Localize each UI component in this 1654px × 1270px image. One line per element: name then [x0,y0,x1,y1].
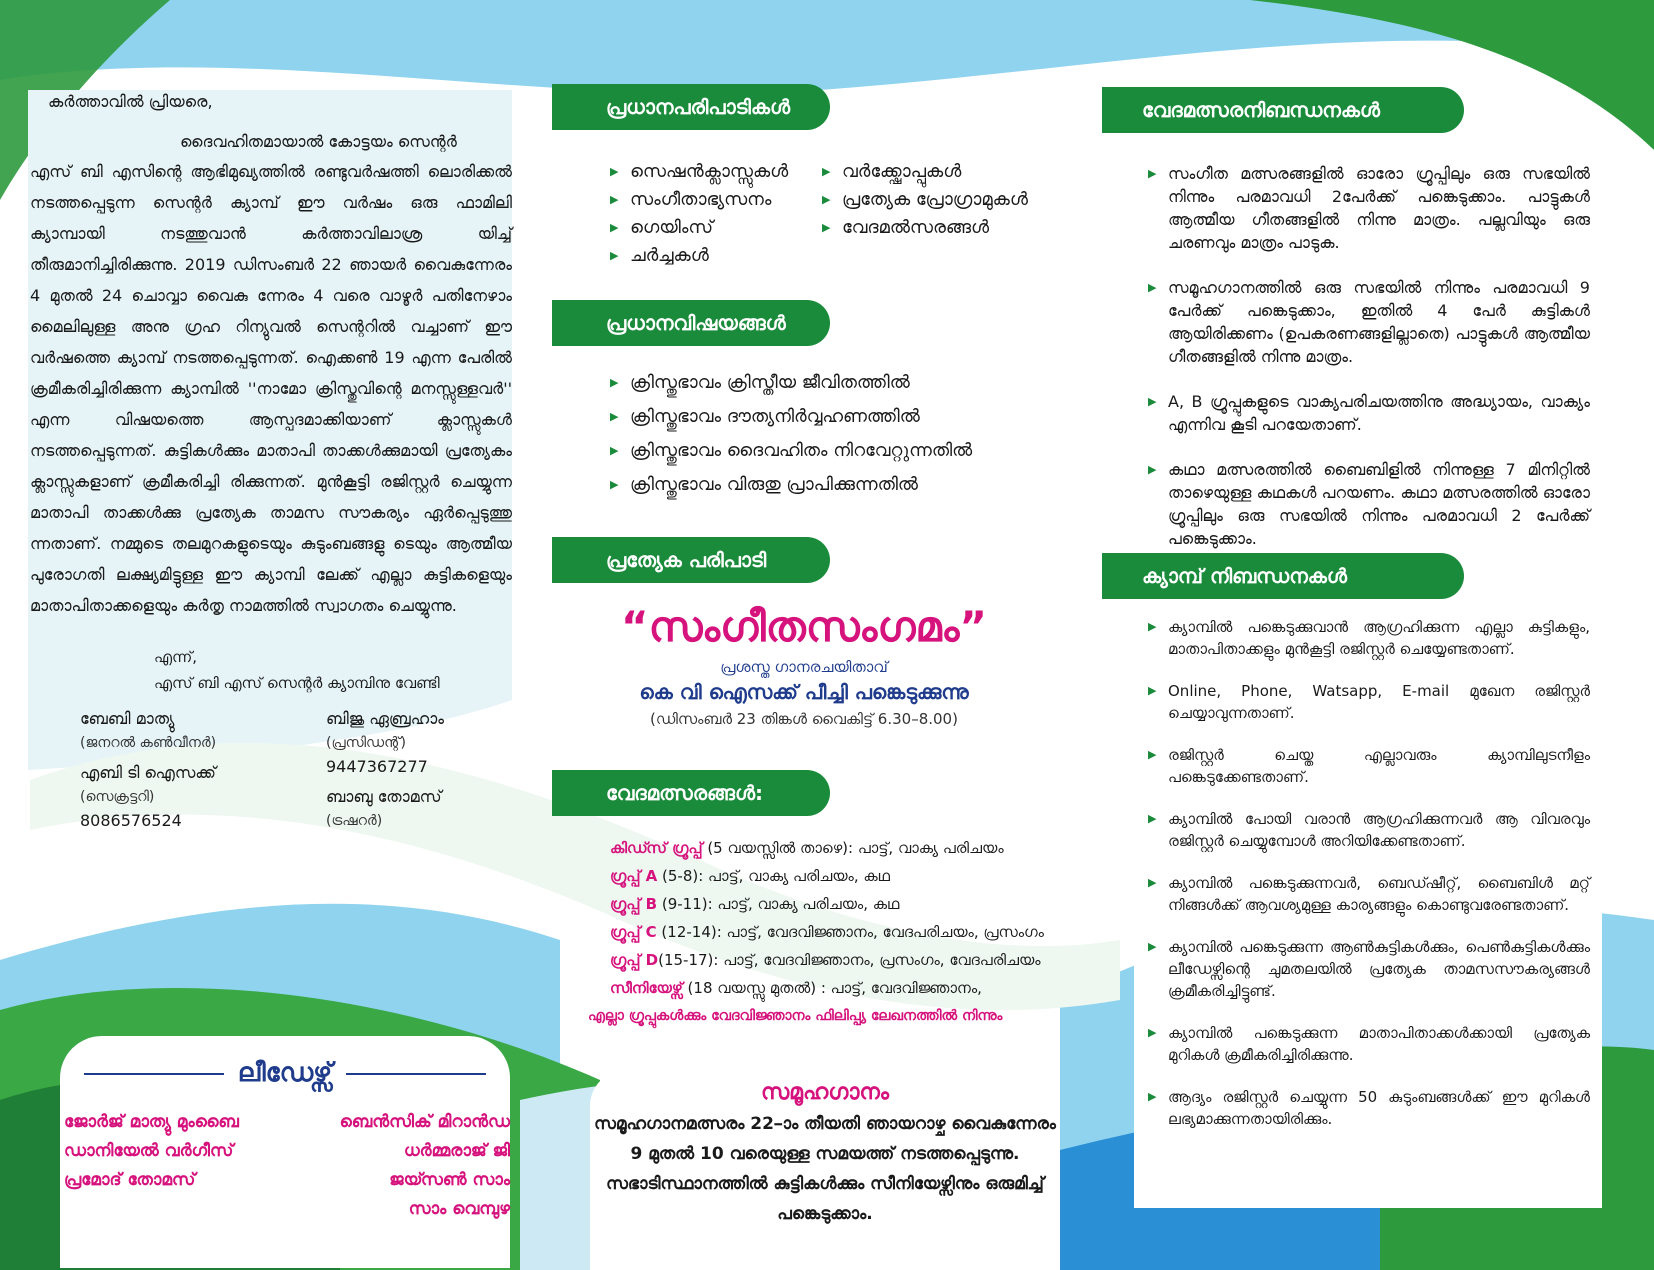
list-item: ▶ വർക്ക്ഷോപ്പുകൾ [822,158,1028,186]
leaders-box [60,1036,510,1268]
contact-phone: 8086576524 [80,811,182,830]
contact-role: (സെക്രട്ടറി) [80,789,155,805]
triangle-bullet-icon: ▶ [1148,620,1157,633]
list-item: ▶ സംഗീതാഭ്യസനം [610,186,788,214]
list-item: ▶ ക്യാമ്പിൽ പങ്കെടുക്കുന്ന മാതാപിതാക്കൾക്കായി പ്രത്യേക മുറികൾ ക്രമീകരിച്ചിരിക്കുന്നു. [1148,1024,1590,1064]
list-item: ▶ ക്രിസ്തുഭാവം ദൈവഹിതം നിറവേറ്റുന്നതിൽ [610,434,972,468]
contact-name: ബേബി മാത്യു [80,709,175,728]
letter-sign-by: എന്ന്, [154,648,198,666]
list-item: ▶ ക്യാമ്പിൽ പോയി വരാൻ ആഗ്രഹിക്കുന്നവർ ആ വിവരവും രജിസ്റ്റർ ചെയ്യുമ്പോൾ അറിയിക്കേണ്ടതാണ്. [1148,810,1590,850]
special-program-title: “സംഗീതസംഗമം” [620,602,987,651]
contact-role: (പ്രസിഡന്റ്) [326,735,406,751]
leaders-title: ലീഡേഴ്സ് [237,1058,333,1088]
triangle-bullet-icon: ▶ [822,221,831,234]
competitions-footer: എല്ലാ ഗ്രൂപ്പുകൾക്കും വേദവിജ്ഞാനം ഫിലിപ്പ്യ ലേഖനത്തിൽ നിന്നും [588,1008,1003,1024]
list-item: ഗ്രൂപ്പ് C (12-14): പാട്ട്, വേദവിജ്ഞാനം, വേദപരിചയം, പ്രസംഗം [610,923,1044,941]
contact-role: (ജനറൽ കൺവീനർ) [80,735,217,751]
special-program-tab: പ്രത്യേക പരിപാടി [552,537,830,583]
divider [84,1073,224,1075]
special-program [552,600,1056,728]
leader-name: ഡാനിയേൽ വർഗീസ് [64,1141,234,1161]
triangle-bullet-icon: ▶ [610,165,619,178]
choir-title: സമൂഹഗാനം [760,1080,890,1105]
main-programs-col2 [822,158,1028,242]
triangle-bullet-icon: ▶ [610,410,619,423]
triangle-bullet-icon: ▶ [610,444,619,457]
list-item: ▶ രജിസ്റ്റർ ചെയ്ത എല്ലാവരും ക്യാമ്പിലുടനീളം പങ്കെടുക്കേണ്ടതാണ്. [1148,746,1590,786]
list-item: ▶ ചർച്ചകൾ [610,242,788,270]
contact-card [80,761,216,833]
leader-name: ധർമ്മരാജ് ജി [403,1141,510,1161]
leader-name: ജയ്സൺ സാം [389,1170,510,1190]
triangle-bullet-icon: ▶ [1148,463,1157,476]
list-item: സീനിയേഴ്സ് (18 വയസ്സു മുതൽ) : പാട്ട്, വേദവിജ്ഞാനം, [610,979,982,997]
triangle-bullet-icon: ▶ [1148,940,1157,953]
special-program-time: (ഡിസംബർ 23 തിങ്കൾ വൈകിട്ട് 6.30–8.00) [650,710,958,728]
triangle-bullet-icon: ▶ [1148,1090,1157,1103]
list-item: ഗ്രൂപ്പ് B (9-11): പാട്ട്, വാക്യ പരിചയം, കഥ [610,895,900,913]
leaders-left-list [64,1108,239,1195]
list-item: ▶ ക്യാമ്പിൽ പങ്കെടുക്കുവാൻ ആഗ്രഹിക്കുന്ന എല്ലാ കുട്ടികളും, മാതാപിതാക്കളും മുൻകൂട്ടി രജിസ്റ്റർ ചെയ്യേണ്ടതാണ്. [1148,618,1590,658]
camp-rules-list [1148,616,1590,1130]
competition-rules-list [1148,162,1590,550]
main-topics-tab: പ്രധാനവിഷയങ്ങൾ [552,300,830,346]
special-program-subtitle: പ്രശസ്ത ഗാനരചയിതാവ് [720,658,888,676]
triangle-bullet-icon: ▶ [1148,1026,1157,1039]
triangle-bullet-icon: ▶ [1148,876,1157,889]
list-item: ▶ പ്രത്യേക പ്രോഗ്രാമുകൾ [822,186,1028,214]
triangle-bullet-icon: ▶ [1148,281,1157,294]
triangle-bullet-icon: ▶ [610,193,619,206]
list-item: ▶ ക്യാമ്പിൽ പങ്കെടുക്കുന്നവർ, ബെഡ്ഷീറ്റ്, ബൈബിൾ മറ്റ് നിങ്ങൾക്ക് ആവശ്യമുള്ള കാര്യങ്ങളും കൊണ്ടുവരേണ്ടതാണ്. [1148,874,1590,914]
contact-name: ബിജു ഏബ്രഹാം [326,709,444,728]
divider [346,1073,486,1075]
leaders-right-list [340,1108,510,1224]
list-item: ▶ സെഷൻക്ലാസ്സുകൾ [610,158,788,186]
camp-rules-tab: ക്യാമ്പ് നിബന്ധനകൾ [1102,553,1464,599]
main-programs-col1 [610,158,788,270]
triangle-bullet-icon: ▶ [610,478,619,491]
list-item: ഗ്രൂപ്പ് D(15-17): പാട്ട്, വേദവിജ്ഞാനം, പ്രസംഗം, വേദപരിചയം [610,951,1041,969]
triangle-bullet-icon: ▶ [610,249,619,262]
list-item: ▶ ആദ്യം രജിസ്റ്റർ ചെയ്യുന്ന 50 കുടുംബങ്ങൾക്ക് ഈ മുറികൾ ലഭ്യമാക്കുന്നതായിരിക്കും. [1148,1088,1590,1128]
list-item: ▶ ക്യാമ്പിൽ പങ്കെടുക്കുന്ന ആൺകുട്ടികൾക്കും, പെൺകുട്ടികൾക്കും ലീഡേഴ്സിന്റെ ചുമതലയിൽ പ്രത്യേക താമസസൗകര്യങ്ങൾ ക്രമീകരിച്ചിട്ടുണ്ട്. [1148,938,1590,1000]
competitions-list [560,834,1080,1030]
choir-box [590,1070,1060,1270]
competitions-tab: വേദമത്സരങ്ങൾ: [552,770,830,816]
list-item: ▶ ക്രിസ്തുഭാവം ക്രിസ്തീയ ജീവിതത്തിൽ [610,366,972,400]
list-item: കിഡ്സ് ഗ്രൂപ്പ് (5 വയസ്സിൽ താഴെ): പാട്ട്, വാക്യ പരിചയം [610,839,1004,857]
list-item: ▶ കഥാ മത്സരത്തിൽ ബൈബിളിൽ നിന്നുള്ള 7 മിനിറ്റിൽ താഴെയുള്ള കഥകൾ പറയണം. കഥാ മത്സരത്തിൽ ഓരോ ഗ്രൂപ്പിലും ഒരു സഭയിൽ നിന്നും പരമാവധി 2 പേർക്ക് പങ്കെടുക്കാം. [1148,460,1590,548]
triangle-bullet-icon: ▶ [1148,395,1157,408]
contact-phone: 9447367277 [326,757,428,776]
main-programs-tab: പ്രധാനപരിപാടികൾ [552,84,830,130]
letter-sign-for: എസ് ബി എസ് സെന്റർ ക്യാമ്പിനു വേണ്ടി [154,674,440,692]
letter-column [30,82,512,847]
contact-name: ബാബു തോമസ് [326,787,442,806]
list-item: ▶ ക്രിസ്തുഭാവം വിരുതു പ്രാപിക്കുന്നതിൽ [610,468,972,502]
letter-greeting: കർത്താവിൽ പ്രിയരെ, [48,92,213,111]
triangle-bullet-icon: ▶ [1148,748,1157,761]
list-item: ▶ സംഗീത മത്സരങ്ങളിൽ ഓരോ ഗ്രൂപ്പിലും ഒരു സഭയിൽ നിന്നും പരമാവധി 2പേർക്ക് പങ്കെടുക്കാം. പാട്ടുകൾ ആത്മീയ ഗീതങ്ങളിൽ നിന്നു മാത്രം. പല്ലവിയും ഒരു ചരണവും മാത്രം പാടുക. [1148,164,1590,252]
contact-card [326,707,444,779]
list-item: ഗ്രൂപ്പ് A (5-8): പാട്ട്, വാക്യ പരിചയം, കഥ [610,867,891,885]
list-item: ▶ വേദമൽസരങ്ങൾ [822,214,1028,242]
triangle-bullet-icon: ▶ [610,221,619,234]
leader-name: പ്രമോദ് തോമസ് [64,1170,196,1190]
contacts [30,707,512,847]
special-program-guest: കെ വി ഐസക്ക് പീച്ചി പങ്കെടുക്കുന്നു [639,680,969,704]
contact-card [326,785,442,833]
contact-role: (ട്രഷറർ) [326,813,383,829]
triangle-bullet-icon: ▶ [1148,167,1157,180]
list-item: ▶ ഗെയിംസ് [610,214,788,242]
leader-name: സാം വെമ്പുഴ [408,1199,510,1219]
list-item: ▶ ക്രിസ്തുഭാവം ദൗത്യനിർവ്വഹണത്തിൽ [610,400,972,434]
letter-body: എസ് ബി എസിന്റെ ആഭിമുഖ്യത്തിൽ രണ്ടുവർഷത്തി ലൊരിക്കൽ നടത്തപ്പെടുന്ന സെന്റർ ക്യാമ്പ് ഈ വർഷം ഒരു ഫാമിലി ക്യാമ്പായി നടത്തുവാൻ കർത്താവിലാശ്ര യിച്ച് തീരുമാനിച്ചിരിക്കുന്നു. 2019 ഡിസംബർ 22 ഞായർ വൈകുന്നേരം 4 മുതൽ 24 ചൊവ്വാ വൈകു ന്നേരം 4 വരെ വാഴൂർ പതിനേഴാം മൈലിലുള്ള അനു ഗ്രഹ റിന്യുവൽ സെന്ററിൽ വച്ചാണ് ഈ വർഷത്തെ ക്യാമ്പ് നടത്തപ്പെടുന്നത്. ഐക്കൺ 19 എന്ന പേരിൽ ക്രമീകരിച്ചിരിക്കുന്ന ക്യാമ്പിൽ ''നാമോ ക്രിസ്തുവിന്റെ മനസ്സുള്ളവർ'' എന്ന വിഷയത്തെ ആസ്പദമാക്കിയാണ് ക്ലാസ്സുകൾ നടത്തപ്പെടുന്നത്. കുട്ടികൾക്കും മാതാപി താക്കൾക്കുമായി പ്രത്യേകം ക്ലാസ്സുകളാണ് ക്രമീകരിച്ചി രിക്കുന്നത്. മുൻകൂട്ടി രജിസ്റ്റർ ചെയ്യുന്ന മാതാപി താക്കൾക്കു പ്രത്യേക താമസ സൗകര്യം ഏർപ്പെടുത്തു ന്നതാണ്. നമ്മുടെ തലമുറകളുടെയും കുടുംബങ്ങളു ടെയും ആത്മീയ പുരോഗതി ലക്ഷ്യമിട്ടുള്ള ഈ ക്യാമ്പി ലേക്ക് എല്ലാ കുട്ടികളെയും മാതാപിതാക്കളെയും കർതൃ നാമത്തിൽ സ്വാഗതം ചെയ്യുന്നു. [30,162,512,615]
list-item: ▶ Online, Phone, Watsapp, E-mail മുഖേന രജിസ്റ്റർ ചെയ്യാവുന്നതാണ്. [1148,682,1590,722]
triangle-bullet-icon: ▶ [1148,684,1157,697]
leader-name: ജോർജ് മാത്യു മുംബൈ [64,1112,239,1132]
choir-body: സമൂഹഗാനമത്സരം 22–ാം തീയതി ഞായറാഴ്ച വൈകുന്നേരം 9 മുതൽ 10 വരെയുള്ള സമയത്ത് നടത്തപ്പെടുന്നു. സഭാടിസ്ഥാനത്തിൽ കുട്ടികൾക്കും സീനിയേഴ്സിനും ഒരുമിച്ച് പങ്കെടുക്കാം. [594,1114,1056,1224]
triangle-bullet-icon: ▶ [1148,812,1157,825]
leader-name: ബെൻസിക് മിറാൻഡ [339,1112,510,1132]
list-item: ▶ A, B ഗ്രൂപ്പുകളുടെ വാക്യപരിചയത്തിനു അദ്ധ്യായം, വാക്യം എന്നിവ കൂടി പറയേതാണ്. [1148,392,1590,434]
triangle-bullet-icon: ▶ [822,165,831,178]
list-item: ▶ സമൂഹഗാനത്തിൽ ഒരു സഭയിൽ നിന്നും പരമാവധി 9 പേർക്ക് പങ്കെടുക്കാം, ഇതിൽ 4 പേർ കുട്ടികൾ ആയിരിക്കണം (ഉപകരണങ്ങളില്ലാതെ) പാട്ടുകൾ ആത്മീയ ഗീതങ്ങളിൽ നിന്നു മാത്രം. [1148,278,1590,366]
leaders-title-row [60,1058,510,1089]
contact-name: എബി ടി ഐസക്ക് [80,763,216,782]
triangle-bullet-icon: ▶ [610,376,619,389]
contact-card [80,707,216,755]
competition-rules-tab: വേദമത്സരനിബന്ധനകൾ [1102,87,1464,133]
letter-intro: ദൈവഹിതമായാൽ കോട്ടയം സെന്റർ [180,132,457,151]
triangle-bullet-icon: ▶ [822,193,831,206]
main-topics-list [610,366,972,502]
